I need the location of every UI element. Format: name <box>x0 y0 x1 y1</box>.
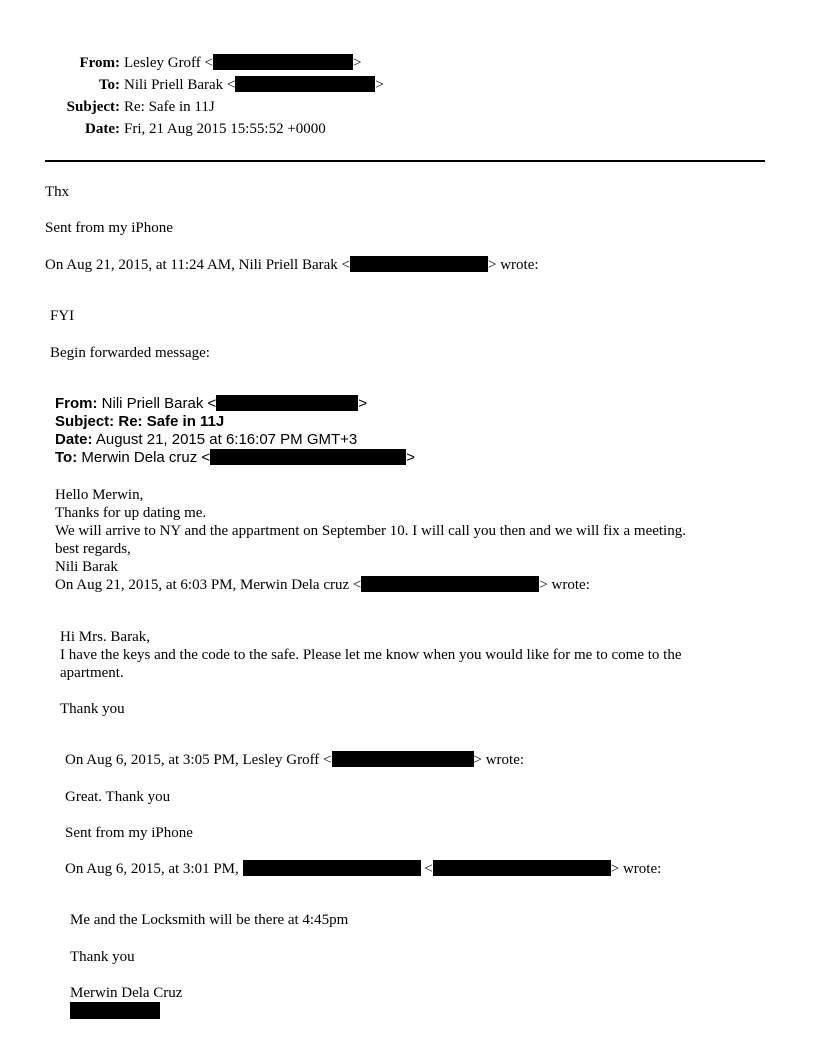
quote-line-1-pre: On Aug 21, 2015, at 11:24 AM, Nili Priell Barak < <box>45 257 350 273</box>
body-thanks-update: Thanks for up dating me. <box>55 505 207 521</box>
body-locksmith: Me and the Locksmith will be there at 4:45pm <box>70 912 349 928</box>
fwd-date-value: August 21, 2015 at 6:16:07 PM GMT+3 <box>95 431 358 448</box>
redaction-box <box>213 54 353 70</box>
body-thx: Thx <box>45 184 70 200</box>
redaction-box <box>433 860 611 876</box>
header-divider <box>45 160 765 162</box>
header-to-close: > <box>375 77 384 93</box>
body-best-regards: best regards, <box>55 541 131 557</box>
fwd-subject-value: Re: Safe in 11J <box>118 413 225 430</box>
header-to-label: To: <box>98 77 120 93</box>
fwd-from-close: > <box>358 395 368 412</box>
body-keys-line-1: I have the keys and the code to the safe. Please let me know when you would like for me to come to the <box>60 647 682 663</box>
body-arrive: We will arrive to NY and the appartment on September 10. I will call you then and we will fix a meeting. <box>55 523 686 539</box>
quote-line-4-post: > wrote: <box>610 861 662 877</box>
body-fyi: FYI <box>50 308 75 324</box>
body-great-thank-you: Great. Thank you <box>65 789 171 805</box>
fwd-from-label: From: <box>55 395 98 412</box>
redaction-box <box>361 576 539 592</box>
header-from-name: Lesley Groff < <box>124 55 213 71</box>
header-date-value: Fri, 21 Aug 2015 15:55:52 +0000 <box>124 121 326 137</box>
quote-line-4-pre: On Aug 6, 2015, at 3:01 PM, <box>65 861 239 877</box>
header-subject-label: Subject: <box>66 99 120 115</box>
quote-line-3-pre: On Aug 6, 2015, at 3:05 PM, Lesley Groff < <box>65 752 332 768</box>
body-thank-you-2: Thank you <box>70 949 135 965</box>
body-signature-nili: Nili Barak <box>55 559 118 575</box>
body-signature-merwin: Merwin Dela Cruz <box>70 985 183 1001</box>
body-hi-mrs-barak: Hi Mrs. Barak, <box>60 629 150 645</box>
redaction-box <box>216 395 358 411</box>
redaction-box <box>243 860 421 876</box>
redaction-box <box>350 256 488 272</box>
quote-line-3-post: > wrote: <box>473 752 525 768</box>
fwd-to-label: To: <box>55 449 78 466</box>
redaction-box <box>332 751 474 767</box>
fwd-subject-label: Subject: <box>55 413 115 430</box>
header-from-label: From: <box>79 55 120 71</box>
fwd-to-value: Merwin Dela cruz < <box>81 449 211 466</box>
header-from-close: > <box>353 55 362 71</box>
fwd-from-value: Nili Priell Barak < <box>101 395 217 412</box>
fwd-to-close: > <box>406 449 415 466</box>
body-sent-from-iphone-2: Sent from my iPhone <box>65 825 193 841</box>
body-sent-from-iphone: Sent from my iPhone <box>45 220 173 236</box>
header-subject-value: Re: Safe in 11J <box>124 99 215 115</box>
quote-line-2-pre: On Aug 21, 2015, at 6:03 PM, Merwin Dela cruz < <box>55 577 362 593</box>
header-to-name: Nili Priell Barak < <box>124 77 236 93</box>
quote-line-2-post: > wrote: <box>539 577 590 593</box>
fwd-date-label: Date: <box>55 431 93 448</box>
quote-line-4-mid: < <box>424 861 433 877</box>
redaction-box <box>210 449 406 465</box>
header-date-label: Date: <box>85 121 120 137</box>
body-begin-forwarded: Begin forwarded message: <box>50 345 210 361</box>
body-keys-line-2: apartment. <box>60 665 124 681</box>
quote-line-1-post: > wrote: <box>487 257 539 273</box>
body-hello-merwin: Hello Merwin, <box>55 487 144 503</box>
redaction-box <box>235 76 375 92</box>
body-thank-you-1: Thank you <box>60 701 125 717</box>
redaction-box <box>70 1002 160 1019</box>
